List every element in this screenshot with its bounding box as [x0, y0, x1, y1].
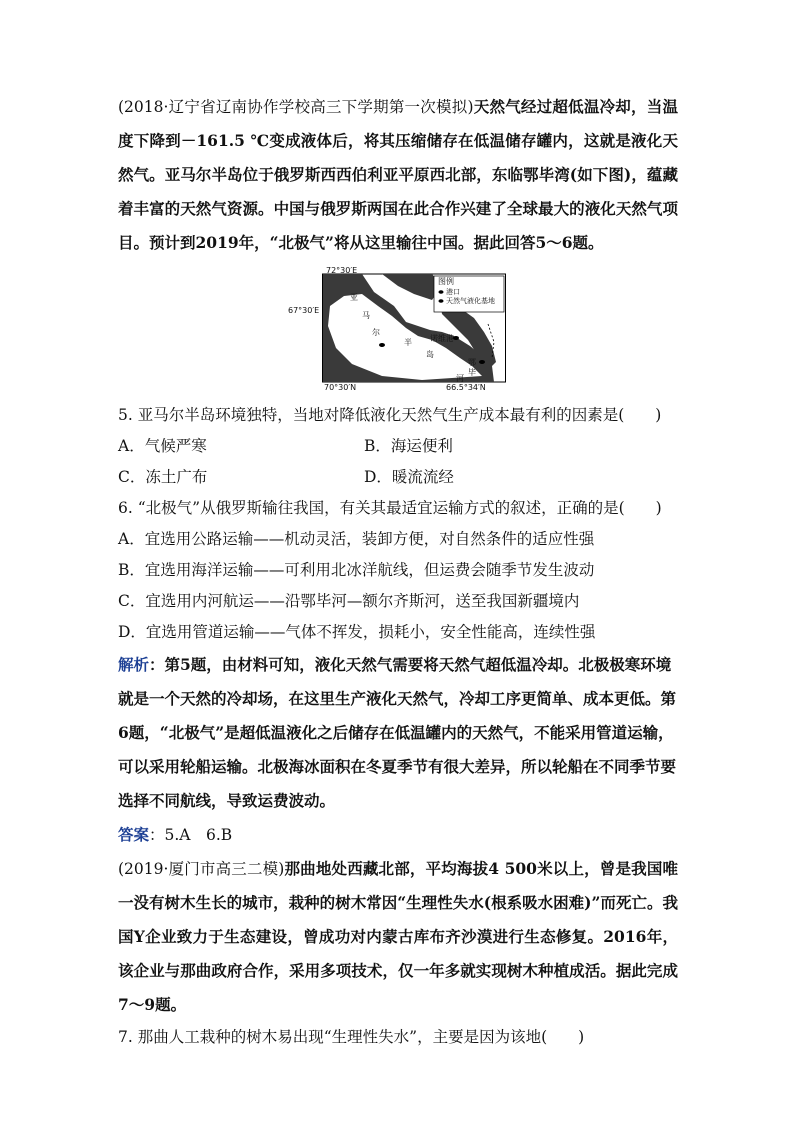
q5-stem: 5. 亚马尔半岛环境独特，当地对降低液化天然气生产成本最有利的因素是( )	[118, 406, 662, 424]
map-graphic	[322, 266, 506, 390]
map-place-1: 亚	[350, 293, 358, 302]
analysis	[118, 648, 678, 818]
passage-1-source: (2018·辽宁省辽南协作学校高三下学期第一次模拟)	[118, 98, 474, 116]
q7-stem: 7. 那曲人工栽种的树木易出现“生理性失水”，主要是因为该地( )	[118, 1028, 585, 1046]
map-legend-port: 港口	[446, 288, 460, 296]
q6-option-d: D．宜选用管道运输——气体不挥发，损耗小，安全性能高，连续性强	[118, 623, 596, 641]
map-lon-top: 72°30′E	[326, 266, 358, 275]
q5-options-row-2	[118, 462, 678, 493]
map-lat-bottom: 70°30′N	[324, 383, 357, 392]
q6-stem: 6. “北极气”从俄罗斯输往我国，有关其最适宜运输方式的叙述，正确的是( )	[118, 499, 662, 517]
passage-2-text: 那曲地处西藏北部，平均海拔4 500米以上，曾是我国唯一没有树木生长的城市，栽种的树木常因“生理性失水(根系吸水困难)”而死亡。我国Y企业致力于生态建设，曾成功对内蒙古库布齐沙漠进行生态修复。2016年，该企业与那曲政府合作，采用多项技术，仅一年多就实现树木种植成活。据此完成7～9题。	[118, 859, 678, 1014]
passage-1-text: 天然气经过超低温冷却，当温度下降到－161.5 ℃变成液体后，将其压缩储存在低温储存罐内，这就是液化天然气。亚马尔半岛位于俄罗斯西西伯利亚平原西北部，东临鄂毕湾(如下图)，蕴藏着丰富的天然气资源。中国与俄罗斯两国在此合作兴建了全球最大的液化天然气项目。预计到2019年，“北极气”将从这里输往中国。据此回答5～6题。	[118, 97, 678, 252]
q6-option-c: C．宜选用内河航运——沿鄂毕河—额尔齐斯河，送至我国新疆境内	[118, 592, 580, 610]
q5-option-a: A．气候严寒	[118, 437, 207, 455]
answer	[118, 818, 678, 852]
map-lat-bottom-2: 66.5°34′N	[446, 383, 486, 392]
document-page	[118, 90, 678, 1053]
answer-text: ：5.A 6.B	[149, 826, 233, 844]
map-place-4: 半	[404, 338, 412, 347]
q5-option-b: B．海运便利	[364, 437, 453, 455]
q6-option-b: B．宜选用海洋运输——可利用北冰洋航线，但运费会随季节发生波动	[118, 561, 595, 579]
map-place-ob: 鄂	[468, 358, 476, 367]
map-legend-title: 图例	[438, 277, 454, 286]
q6-option-a: A．宜选用公路运输——机动灵活，装卸方便，对自然条件的适应性强	[118, 530, 595, 548]
map-legend-lng: 天然气液化基地	[446, 297, 495, 305]
map-lat-left: 67°30′E	[288, 306, 320, 315]
passage-1	[118, 90, 678, 260]
map-place-3: 尔	[372, 328, 380, 337]
map-place-ob-2: 毕	[468, 368, 476, 377]
analysis-label: 解析	[118, 655, 150, 674]
yamal-map	[288, 266, 506, 392]
q5-option-d: D．暖流流经	[364, 468, 454, 486]
answer-label: 答案	[118, 825, 150, 844]
map-place-river: 河	[456, 374, 464, 383]
passage-2-source: (2019·厦门市高三二模)	[118, 860, 285, 878]
q5-option-c: C．冻土广布	[118, 468, 208, 486]
q5-options-row-1	[118, 431, 678, 462]
map-place-nwt: 诺维港	[430, 334, 454, 343]
analysis-text: ：第5题，由材料可知，液化天然气需要将天然气超低温冷却。北极极寒环境就是一个天然的冷却场，在这里生产液化天然气，冷却工序更简单、成本更低。第6题，“北极气”是超低温液化之后储存在低温罐内的天然气，不能采用管道运输，可以采用轮船运输。北极海冰面积在冬夏季节有很大差异，所以轮船在不同季节要选择不同航线，导致运费波动。	[118, 655, 677, 810]
map-place-2: 马	[362, 311, 370, 320]
passage-2	[118, 852, 678, 1022]
map-place-5: 岛	[426, 350, 434, 359]
